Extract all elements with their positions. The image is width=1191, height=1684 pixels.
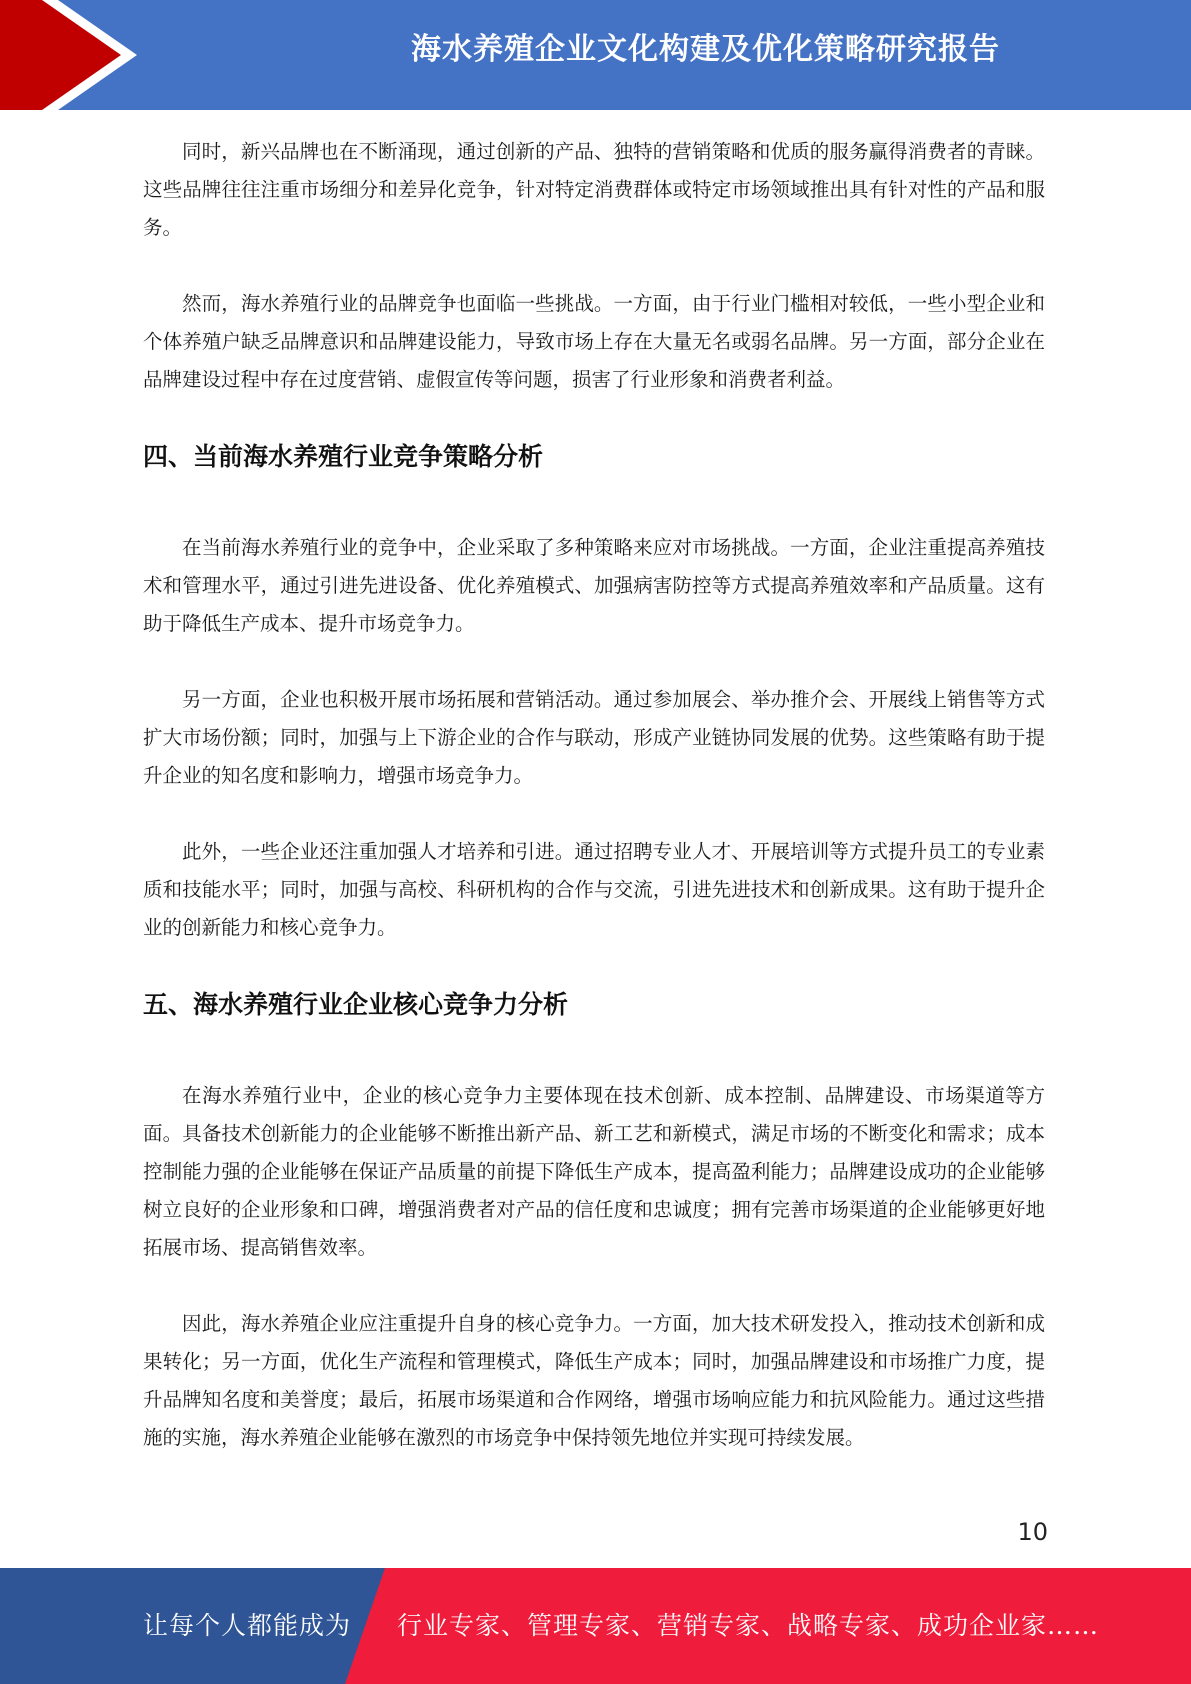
section-heading-5: 五、海水养殖行业企业核心竞争力分析: [143, 990, 569, 1019]
paragraph-strategies-marketing: 另一方面，企业也积极开展市场拓展和营销活动。通过参加展会、举办推介会、开展线上销售等方式扩大市场份额；同时，加强与上下游企业的合作与联动，形成产业链协同发展的优势。这些策略有助于提升企业的知名度和影响力，增强市场竞争力。: [143, 688, 1045, 787]
document-title: 海水养殖企业文化构建及优化策略研究报告: [411, 32, 1000, 67]
section-heading-4: 四、当前海水养殖行业竞争策略分析: [143, 442, 544, 471]
footer-slogan-right: 行业专家、管理专家、营销专家、战略专家、成功企业家……: [397, 1611, 1100, 1640]
paragraph-recommendations: 因此，海水养殖企业应注重提升自身的核心竞争力。一方面，加大技术研发投入，推动技术创新和成果转化；另一方面，优化生产流程和管理模式，降低生产成本；同时，加强品牌建设和市场推广力度，提升品牌知名度和美誉度；最后，拓展市场渠道和合作网络，增强市场响应能力和抗风险能力。通过这些措施的实施，海水养殖企业能够在激烈的市场竞争中保持领先地位并实现可持续发展。: [143, 1312, 1045, 1449]
page-body: [143, 133, 1045, 1495]
arrow-red-fill: [0, 0, 121, 110]
paragraph-brand-challenges: 然而，海水养殖行业的品牌竞争也面临一些挑战。一方面，由于行业门槛相对较低，一些小型企业和个体养殖户缺乏品牌意识和品牌建设能力，导致市场上存在大量无名或弱名品牌。另一方面，部分企业在品牌建设过程中存在过度营销、虚假宣传等问题，损害了行业形象和消费者利益。: [143, 292, 1045, 391]
header-arrow-decoration: [0, 0, 160, 110]
footer-band: [0, 1568, 1191, 1684]
header-band: [0, 0, 1191, 110]
paragraph-core-competence: 在海水养殖行业中，企业的核心竞争力主要体现在技术创新、成本控制、品牌建设、市场渠道等方面。具备技术创新能力的企业能够不断推出新产品、新工艺和新模式，满足市场的不断变化和需求；成本控制能力强的企业能够在保证产品质量的前提下降低生产成本，提高盈利能力；品牌建设成功的企业能够树立良好的企业形象和口碑，增强消费者对产品的信任度和忠诚度；拥有完善市场渠道的企业能够更好地拓展市场、提高销售效率。: [143, 1084, 1045, 1259]
paragraph-new-brands: 同时，新兴品牌也在不断涌现，通过创新的产品、独特的营销策略和优质的服务赢得消费者的青睐。这些品牌往往注重市场细分和差异化竞争，针对特定消费群体或特定市场领域推出具有针对性的产品和服务。: [143, 140, 1045, 239]
page-number: 10: [1017, 1518, 1048, 1546]
footer-slogan-left: 让每个人都能成为: [143, 1611, 352, 1640]
paragraph-strategies-talent: 此外，一些企业还注重加强人才培养和引进。通过招聘专业人才、开展培训等方式提升员工的专业素质和技能水平；同时，加强与高校、科研机构的合作与交流，引进先进技术和创新成果。这有助于提升企业的创新能力和核心竞争力。: [143, 840, 1045, 939]
paragraph-strategies-technology: 在当前海水养殖行业的竞争中，企业采取了多种策略来应对市场挑战。一方面，企业注重提高养殖技术和管理水平，通过引进先进设备、优化养殖模式、加强病害防控等方式提高养殖效率和产品质量。这有助于降低生产成本、提升市场竞争力。: [143, 536, 1045, 635]
